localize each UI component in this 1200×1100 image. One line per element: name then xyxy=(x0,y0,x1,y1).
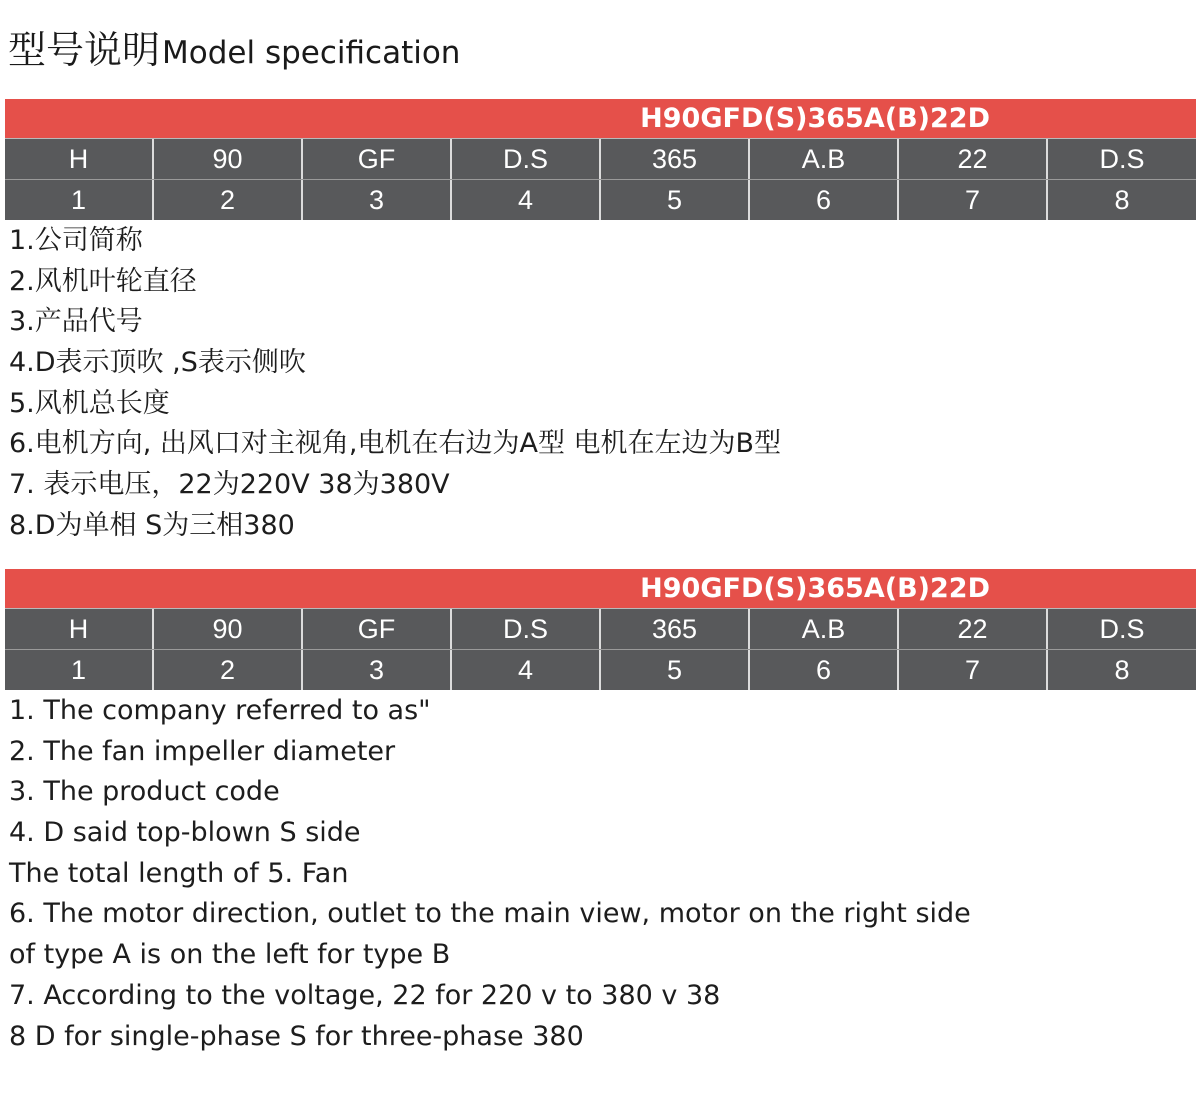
index-cell: 7 xyxy=(899,180,1048,220)
index-cell: 7 xyxy=(899,650,1048,690)
model-code-header: H90GFD(S)365A(B)22D xyxy=(5,569,1196,609)
note-item: 1.公司简称 xyxy=(9,225,143,256)
index-cell: 3 xyxy=(303,180,452,220)
index-cell: 2 xyxy=(154,650,303,690)
index-cell: 2 xyxy=(154,180,303,220)
segment-cell: D.S xyxy=(1099,144,1145,174)
index-cell: 4 xyxy=(452,180,601,220)
note-item: 8.D为单相 S为三相380 xyxy=(9,509,295,541)
segment-cell: D.S xyxy=(1099,614,1145,644)
index-row xyxy=(5,650,1196,690)
segment-cell: H xyxy=(5,139,154,179)
segment-cell: 22 xyxy=(899,139,1048,179)
note-item: 4.D表示顶吹 ,S表示侧吹 xyxy=(9,347,306,379)
note-item: of type A is on the left for type B xyxy=(9,939,451,971)
index-cell: 8 xyxy=(1114,655,1130,685)
segment-cell: GF xyxy=(303,609,452,649)
note-item: 7. According to the voltage, 22 for 220 v to 380 v 38 xyxy=(9,979,721,1011)
note-item: 6.电机方向, 出风口对主视角,电机在右边为A型 电机在左边为B型 xyxy=(9,428,782,460)
note-item: 2.风机叶轮直径 xyxy=(9,265,197,297)
segment-cell: A.B xyxy=(750,609,899,649)
note-item: The total length of 5. Fan xyxy=(9,857,349,889)
note-item: 6. The motor direction, outlet to the main view, motor on the right side xyxy=(9,898,971,930)
segment-cell: GF xyxy=(303,139,452,179)
index-cell: 6 xyxy=(750,180,899,220)
index-cell: 8 xyxy=(1114,185,1130,215)
segment-row xyxy=(5,609,1196,650)
notes-en xyxy=(5,691,1196,1057)
segment-cell: D.S xyxy=(452,139,601,179)
segment-row xyxy=(5,139,1196,180)
note-item: 4. D said top-blown S side xyxy=(9,817,361,849)
index-cell: 5 xyxy=(601,650,750,690)
segment-cell: A.B xyxy=(750,139,899,179)
note-item: 7. 表示电压，22为220V 38为380V xyxy=(9,469,450,501)
note-item: 8 D for single-phase S for three-phase 380 xyxy=(9,1020,584,1052)
index-cell: 1 xyxy=(5,650,154,690)
segment-cell: 22 xyxy=(899,609,1048,649)
index-cell: 4 xyxy=(452,650,601,690)
title-en: Model specification xyxy=(162,35,461,71)
note-item: 5.风机总长度 xyxy=(9,387,170,419)
note-item: 1. The company referred to as" xyxy=(9,695,431,726)
model-code-header: H90GFD(S)365A(B)22D xyxy=(5,99,1196,139)
index-cell: 1 xyxy=(5,180,154,220)
page-title xyxy=(8,24,460,76)
index-cell: 5 xyxy=(601,180,750,220)
segment-cell: H xyxy=(5,609,154,649)
segment-cell: 365 xyxy=(601,609,750,649)
index-cell: 6 xyxy=(750,650,899,690)
segment-cell: 90 xyxy=(154,609,303,649)
segment-cell: 365 xyxy=(601,139,750,179)
title-cn: 型号说明 xyxy=(8,28,161,72)
spec-table-en xyxy=(5,569,1196,690)
note-item: 3.产品代号 xyxy=(9,306,143,338)
note-item: 3. The product code xyxy=(9,776,280,808)
note-item: 2. The fan impeller diameter xyxy=(9,735,396,767)
segment-cell: D.S xyxy=(452,609,601,649)
index-row xyxy=(5,180,1196,220)
index-cell: 3 xyxy=(303,650,452,690)
segment-cell: 90 xyxy=(154,139,303,179)
notes-cn xyxy=(5,221,1196,547)
spec-table-cn xyxy=(5,99,1196,220)
